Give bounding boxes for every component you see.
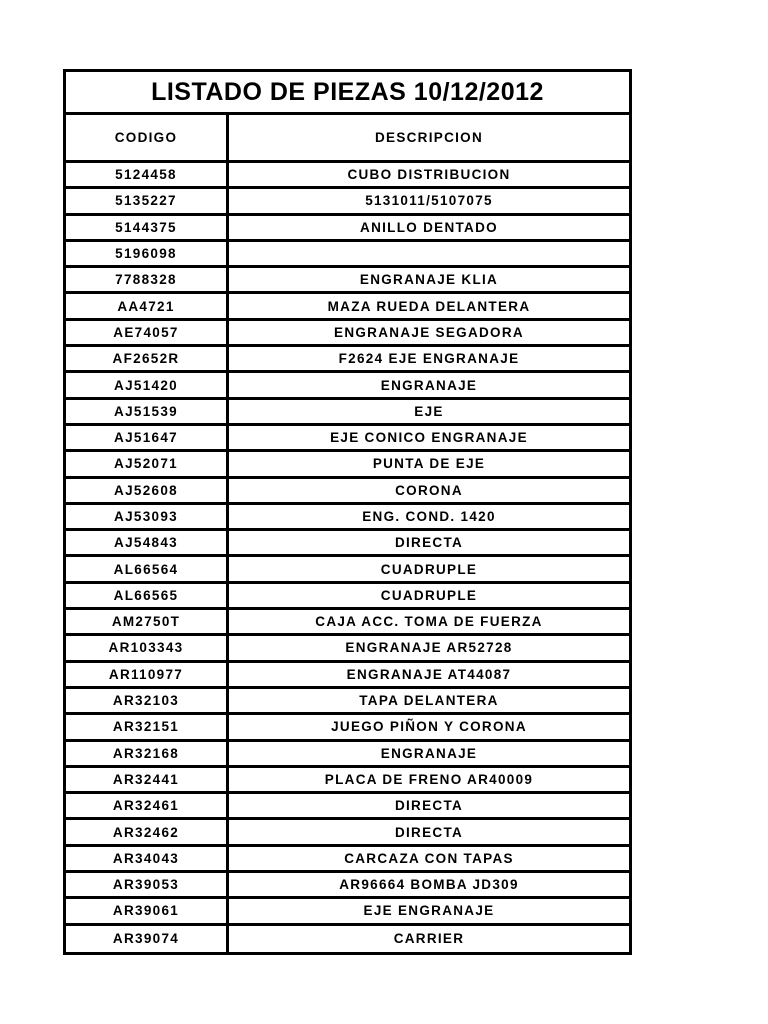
table-row xyxy=(66,268,629,294)
table-row xyxy=(66,794,629,820)
table-row xyxy=(66,426,629,452)
table-row xyxy=(66,847,629,873)
cell-codigo: AR34043 xyxy=(66,847,229,870)
cell-descripcion: ANILLO DENTADO xyxy=(360,219,498,235)
table-row xyxy=(66,557,629,583)
table-row xyxy=(66,636,629,662)
page-title: LISTADO DE PIEZAS 10/12/2012 xyxy=(66,72,629,115)
table-row xyxy=(66,216,629,242)
cell-descripcion: EJE xyxy=(414,403,444,419)
table-row xyxy=(66,689,629,715)
cell-codigo: AR110977 xyxy=(66,663,229,686)
table-row xyxy=(66,742,629,768)
cell-codigo: AA4721 xyxy=(66,294,229,317)
table-row xyxy=(66,294,629,320)
cell-descripcion: DIRECTA xyxy=(394,535,464,551)
cell-descripcion: PLACA DE FRENO AR40009 xyxy=(324,771,534,787)
cell-codigo: AJ53093 xyxy=(66,505,229,528)
cell-codigo: AJ52071 xyxy=(66,452,229,475)
table-row xyxy=(66,873,629,899)
table-row xyxy=(66,768,629,794)
cell-descripcion: DIRECTA xyxy=(394,798,464,814)
cell-descripcion: DIRECTA xyxy=(394,824,464,840)
cell-codigo: AJ52608 xyxy=(66,479,229,502)
cell-descripcion: EJE CONICO ENGRANAJE xyxy=(330,430,528,446)
cell-codigo: AJ54843 xyxy=(66,531,229,554)
cell-codigo: AR32151 xyxy=(66,715,229,738)
cell-descripcion: 5131011/5107075 xyxy=(365,193,493,209)
cell-descripcion: CARRIER xyxy=(393,931,465,947)
table-row xyxy=(66,663,629,689)
cell-codigo: 7788328 xyxy=(66,268,229,291)
cell-codigo: 5196098 xyxy=(66,242,229,265)
cell-descripcion: CUADRUPLE xyxy=(380,561,478,577)
table-row xyxy=(66,479,629,505)
cell-codigo: AJ51647 xyxy=(66,426,229,449)
cell-codigo: AR39074 xyxy=(66,926,229,952)
table-row xyxy=(66,610,629,636)
table-row xyxy=(66,400,629,426)
table-row xyxy=(66,584,629,610)
cell-descripcion: TAPA DELANTERA xyxy=(359,693,499,709)
cell-descripcion xyxy=(229,242,629,265)
cell-descripcion: ENGRANAJE SEGADORA xyxy=(334,324,524,340)
cell-descripcion: ENGRANAJE KLIA xyxy=(359,272,499,288)
table-body xyxy=(66,163,629,952)
cell-descripcion: MAZA RUEDA DELANTERA xyxy=(327,298,531,314)
cell-codigo: AJ51420 xyxy=(66,373,229,396)
column-header-codigo: CODIGO xyxy=(66,115,229,160)
cell-descripcion: ENGRANAJE xyxy=(380,377,478,393)
table-row xyxy=(66,452,629,478)
cell-codigo: AR39053 xyxy=(66,873,229,896)
cell-descripcion: CAJA ACC. TOMA DE FUERZA xyxy=(315,614,543,630)
cell-codigo: 5135227 xyxy=(66,189,229,212)
table-row xyxy=(66,820,629,846)
cell-codigo: AE74057 xyxy=(66,321,229,344)
table-row xyxy=(66,531,629,557)
table-row xyxy=(66,189,629,215)
cell-descripcion: ENGRANAJE xyxy=(380,745,478,761)
table-row xyxy=(66,163,629,189)
cell-codigo: AM2750T xyxy=(66,610,229,633)
cell-codigo: 5144375 xyxy=(66,216,229,239)
cell-descripcion: PUNTA DE EJE xyxy=(372,456,486,472)
cell-descripcion: CUADRUPLE xyxy=(380,587,478,603)
table-row xyxy=(66,347,629,373)
cell-codigo: AR32462 xyxy=(66,820,229,843)
cell-descripcion: CUBO DISTRIBUCION xyxy=(347,167,511,183)
cell-descripcion: EJE ENGRANAJE xyxy=(363,903,495,919)
cell-codigo: AR32461 xyxy=(66,794,229,817)
cell-codigo: AL66564 xyxy=(66,557,229,580)
cell-codigo: AR32168 xyxy=(66,742,229,765)
cell-descripcion: ENG. COND. 1420 xyxy=(362,509,496,524)
cell-descripcion: ENGRANAJE AR52728 xyxy=(345,640,513,656)
table-row xyxy=(66,715,629,741)
cell-codigo: AR39061 xyxy=(66,899,229,922)
cell-codigo: AF2652R xyxy=(66,347,229,370)
cell-descripcion: F2624 EJE ENGRANAJE xyxy=(338,351,520,367)
cell-descripcion: CORONA xyxy=(395,482,463,498)
cell-codigo: AR32103 xyxy=(66,689,229,712)
table-row xyxy=(66,505,629,531)
cell-codigo: 5124458 xyxy=(66,163,229,186)
table-row xyxy=(66,899,629,925)
table-row xyxy=(66,926,629,952)
table-row xyxy=(66,321,629,347)
cell-descripcion: JUEGO PIÑON Y CORONA xyxy=(331,719,527,735)
cell-codigo: AR32441 xyxy=(66,768,229,791)
cell-codigo: AL66565 xyxy=(66,584,229,607)
cell-descripcion: ENGRANAJE AT44087 xyxy=(346,666,512,682)
column-header-descripcion: DESCRIPCION xyxy=(374,130,484,145)
cell-codigo: AR103343 xyxy=(66,636,229,659)
cell-codigo: AJ51539 xyxy=(66,400,229,423)
cell-descripcion: AR96664 BOMBA JD309 xyxy=(339,877,519,893)
cell-descripcion: CARCAZA CON TAPAS xyxy=(344,850,514,866)
table-row xyxy=(66,373,629,399)
parts-list-table xyxy=(63,69,632,955)
header-row xyxy=(66,115,629,163)
table-row xyxy=(66,242,629,268)
